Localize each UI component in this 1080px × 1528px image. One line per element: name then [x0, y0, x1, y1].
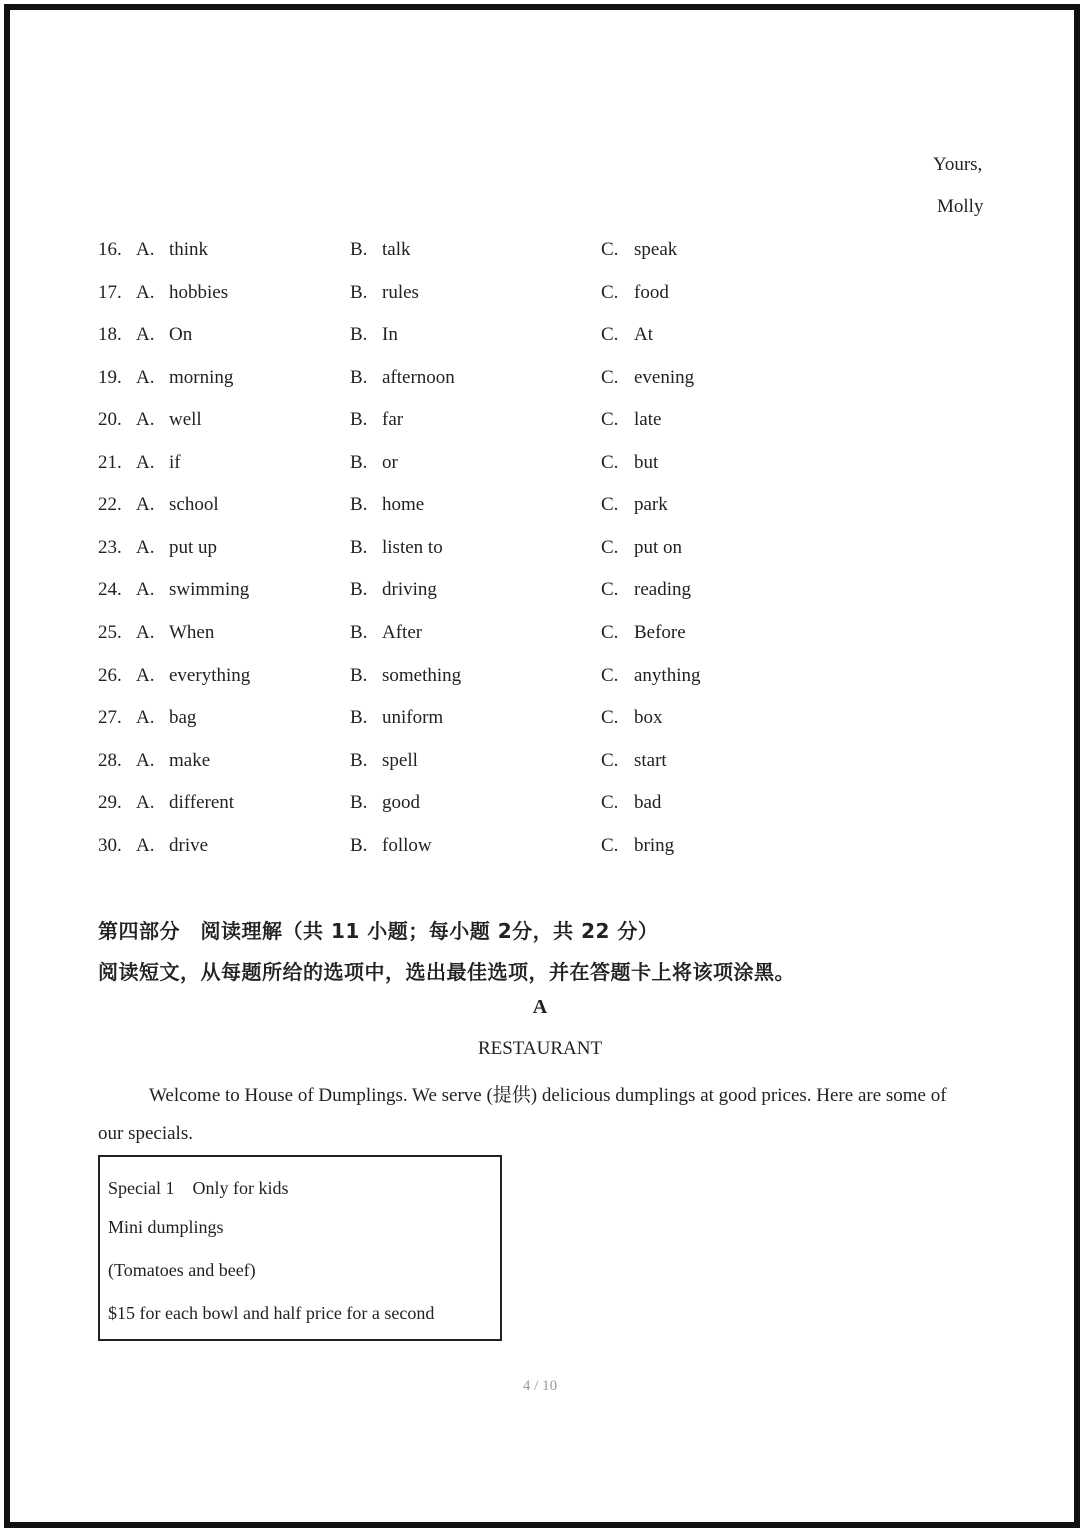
question-number: 25. — [98, 621, 122, 643]
option-letter-a: A. — [136, 536, 155, 558]
passage-title: RESTAURANT — [477, 1038, 603, 1059]
option-letter-a: A. — [136, 621, 155, 643]
option-c: Before — [634, 621, 686, 643]
option-letter-a: A. — [136, 281, 155, 303]
question-number: 23. — [98, 536, 122, 558]
option-letter-c: C. — [601, 621, 619, 643]
option-letter-c: C. — [601, 707, 619, 729]
option-b: listen to — [382, 536, 443, 558]
option-b: In — [382, 324, 398, 346]
question-number: 30. — [98, 834, 122, 856]
option-c: evening — [634, 366, 695, 388]
question-number: 24. — [98, 579, 122, 601]
option-a: everything — [169, 664, 251, 686]
option-c: speak — [634, 239, 678, 260]
option-letter-a: A. — [136, 324, 155, 346]
special-dish: Mini dumplings — [108, 1217, 224, 1237]
question-number: 29. — [98, 792, 122, 814]
option-letter-a: A. — [136, 749, 155, 771]
option-letter-b: B. — [350, 792, 368, 814]
option-letter-c: C. — [601, 792, 619, 814]
option-b: good — [382, 792, 420, 814]
option-a: different — [169, 792, 235, 814]
option-a: make — [169, 749, 211, 771]
page-number: 4 / 10 — [522, 1378, 558, 1394]
option-a: if — [169, 451, 181, 473]
option-c: but — [634, 451, 659, 473]
section-heading: 第四部分 阅读理解（共 11 小题；每小题 2分，共 22 分） — [98, 919, 659, 943]
option-a: think — [169, 239, 209, 260]
option-letter-b: B. — [350, 409, 368, 431]
option-c: food — [634, 281, 669, 303]
option-letter-b: B. — [350, 536, 368, 558]
option-letter-c: C. — [601, 749, 619, 771]
option-letter-b: B. — [350, 494, 368, 516]
question-number: 16. — [98, 239, 122, 260]
option-letter-c: C. — [601, 834, 619, 856]
option-b: or — [382, 451, 398, 473]
option-b: something — [382, 664, 462, 686]
option-letter-a: A. — [136, 239, 155, 260]
option-b: far — [382, 409, 404, 431]
option-letter-b: B. — [350, 324, 368, 346]
option-letter-a: A. — [136, 451, 155, 473]
question-number: 21. — [98, 451, 122, 473]
special-price: $15 for each bowl and half price for a second — [108, 1303, 435, 1323]
option-c: bring — [634, 834, 675, 856]
option-c: box — [634, 707, 663, 729]
option-a: put up — [169, 536, 218, 558]
option-c: start — [634, 749, 667, 771]
question-number: 27. — [98, 707, 122, 729]
option-a: morning — [169, 366, 234, 388]
option-c: park — [634, 494, 668, 516]
option-letter-c: C. — [601, 536, 619, 558]
option-letter-b: B. — [350, 281, 368, 303]
question-number: 20. — [98, 409, 122, 431]
passage-label: A — [532, 996, 548, 1018]
option-b: driving — [382, 579, 437, 601]
option-a: well — [169, 409, 202, 431]
option-letter-b: B. — [350, 621, 368, 643]
option-letter-b: B. — [350, 707, 368, 729]
option-c: At — [634, 324, 653, 346]
option-c: anything — [634, 664, 701, 686]
option-a: school — [169, 494, 219, 516]
option-a: On — [169, 324, 193, 346]
question-number: 18. — [98, 324, 122, 346]
closing-salutation: Yours, — [933, 154, 983, 175]
question-number: 26. — [98, 664, 122, 686]
option-letter-c: C. — [601, 281, 619, 303]
option-a: When — [169, 621, 215, 643]
option-c: put on — [634, 536, 683, 558]
option-b: follow — [382, 834, 432, 856]
option-letter-c: C. — [601, 366, 619, 388]
special-ingredients: (Tomatoes and beef) — [108, 1260, 256, 1280]
closing-signature: Molly — [937, 196, 984, 217]
question-number: 28. — [98, 749, 122, 771]
option-letter-c: C. — [601, 579, 619, 601]
passage-intro-line1: Welcome to House of Dumplings. We serve (提供) delicious dumplings at good prices. Here are some of — [149, 1085, 947, 1106]
option-b: rules — [382, 281, 419, 303]
option-letter-a: A. — [136, 664, 155, 686]
option-letter-b: B. — [350, 834, 368, 856]
option-letter-a: A. — [136, 707, 155, 729]
option-letter-c: C. — [601, 409, 619, 431]
option-letter-b: B. — [350, 239, 368, 260]
option-letter-b: B. — [350, 664, 368, 686]
option-c: bad — [634, 792, 662, 814]
option-letter-a: A. — [136, 834, 155, 856]
special-title: Special 1 Only for kids — [108, 1178, 289, 1198]
option-a: bag — [169, 707, 197, 729]
passage-intro-line2: our specials. — [98, 1123, 193, 1144]
question-number: 17. — [98, 281, 122, 303]
option-letter-a: A. — [136, 792, 155, 814]
option-letter-c: C. — [601, 451, 619, 473]
question-number: 22. — [98, 494, 122, 516]
option-letter-b: B. — [350, 579, 368, 601]
option-b: spell — [382, 749, 418, 771]
special-box — [98, 1155, 502, 1341]
option-letter-b: B. — [350, 366, 368, 388]
option-a: drive — [169, 834, 209, 856]
option-b: After — [382, 621, 423, 643]
option-letter-a: A. — [136, 579, 155, 601]
option-a: hobbies — [169, 281, 229, 303]
option-letter-b: B. — [350, 451, 368, 473]
option-letter-c: C. — [601, 664, 619, 686]
option-b: home — [382, 494, 425, 516]
option-letter-b: B. — [350, 749, 368, 771]
option-b: talk — [382, 239, 411, 260]
option-c: late — [634, 409, 662, 431]
option-letter-c: C. — [601, 494, 619, 516]
option-letter-c: C. — [601, 239, 619, 260]
option-letter-a: A. — [136, 366, 155, 388]
section-instruction: 阅读短文，从每题所给的选项中，选出最佳选项，并在答题卡上将该项涂黑。 — [98, 960, 795, 984]
option-letter-c: C. — [601, 324, 619, 346]
option-b: uniform — [382, 707, 444, 729]
option-b: afternoon — [382, 366, 455, 388]
question-number: 19. — [98, 366, 122, 388]
option-c: reading — [634, 579, 691, 601]
option-a: swimming — [169, 579, 250, 601]
option-letter-a: A. — [136, 494, 155, 516]
option-letter-a: A. — [136, 409, 155, 431]
